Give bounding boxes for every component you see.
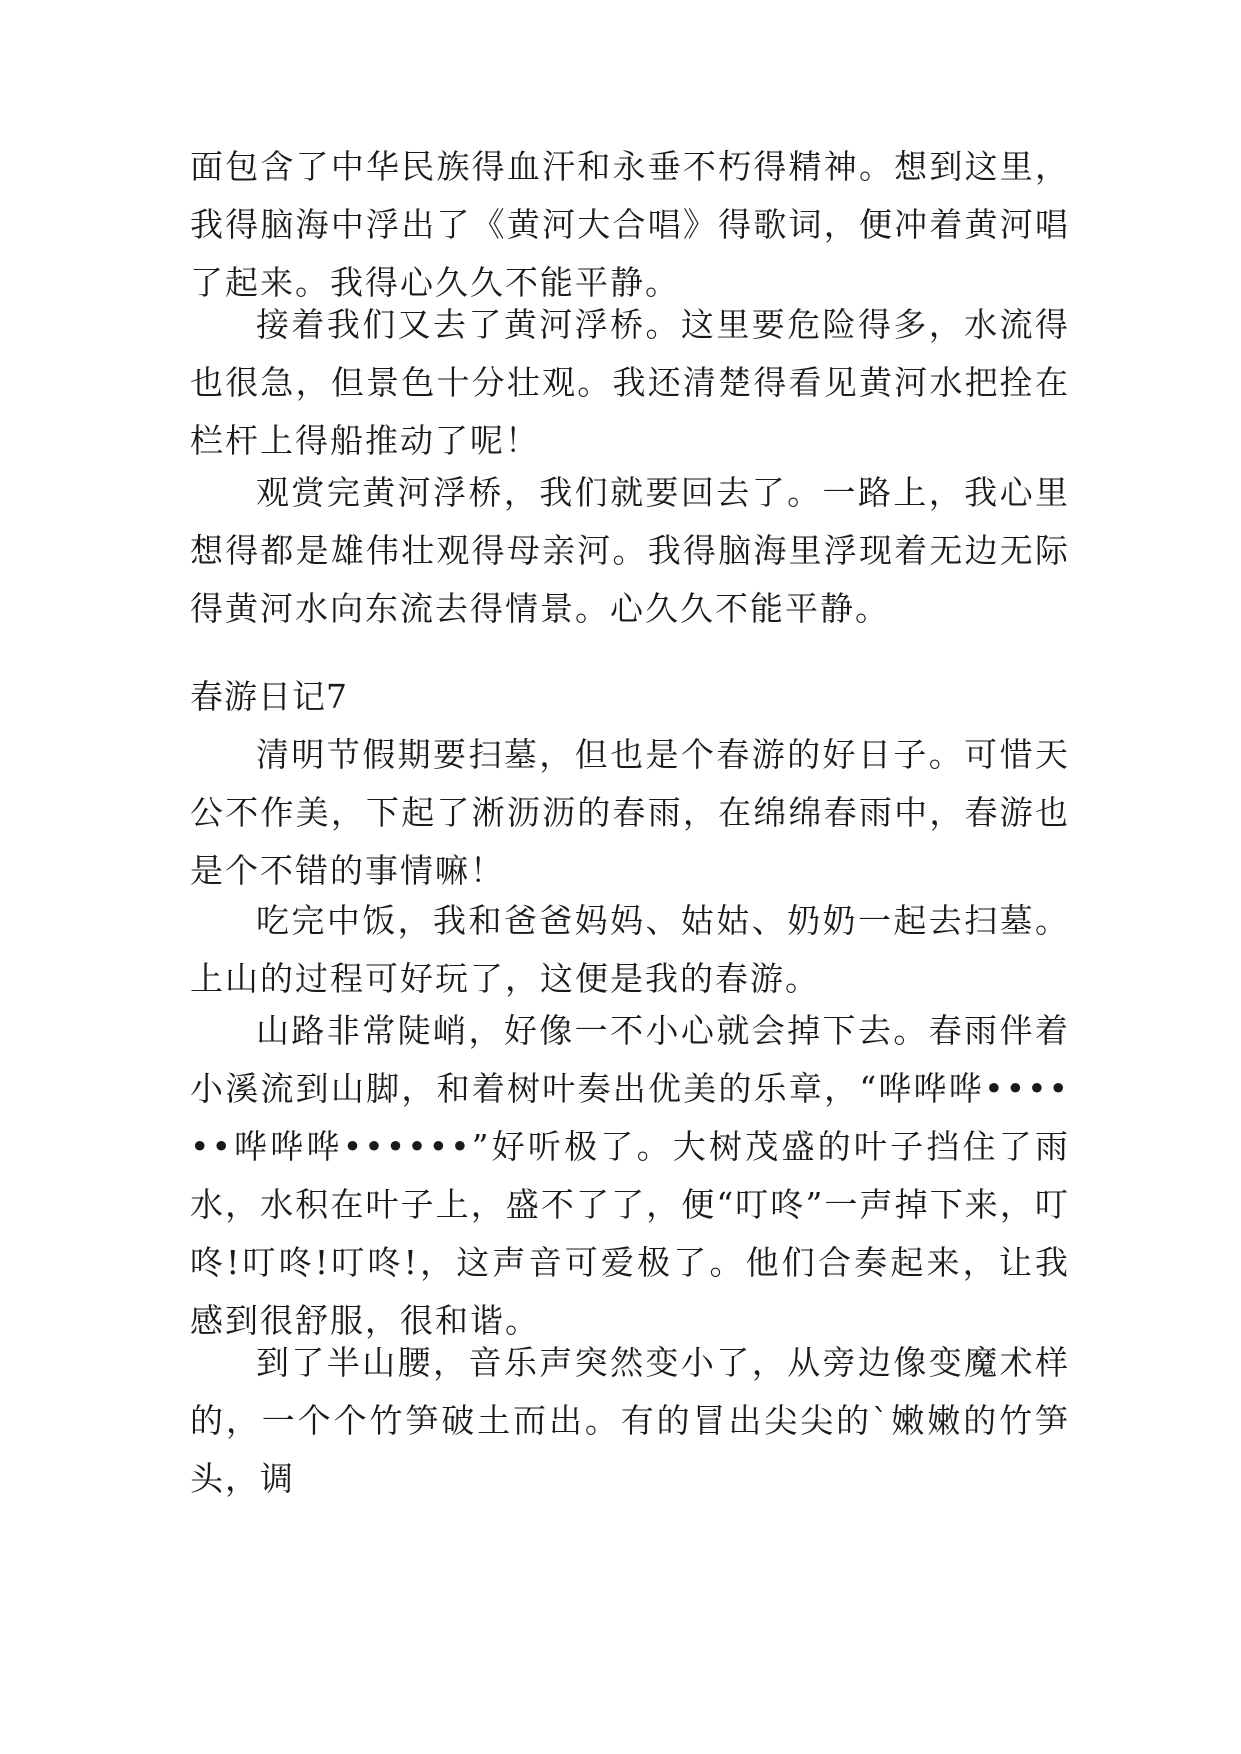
paragraph-4: 清明节假期要扫墓，但也是个春游的好日子。可惜天公不作美，下起了淅沥沥的春雨，在绵绵春雨中，春游也是个不错的事情嘛！ bbox=[190, 735, 1070, 890]
paragraph-7: 到了半山腰，音乐声突然变小了，从旁边像变魔术样的，一个个竹笋破土而出。有的冒出尖尖的`嫩嫩的竹笋头，调 bbox=[190, 1343, 1070, 1498]
paragraph-5: 吃完中饭，我和爸爸妈妈、姑姑、奶奶一起去扫墓。上山的过程可好玩了，这便是我的春游。 bbox=[190, 901, 1070, 998]
paragraph-6: 山路非常陡峭，好像一不小心就会掉下去。春雨伴着小溪流到山脚，和着树叶奏出优美的乐章，“哗哗哗••••••哗哗哗••••••”好听极了。大树茂盛的叶子挡住了雨水，水积在叶子上，盛不了了，便“叮咚”一声掉下来，叮咚!叮咚!叮咚!，这声音可爱极了。他们合奏起来，让我感到很舒服，很和谐。 bbox=[190, 1011, 1070, 1340]
section-heading: 春游日记7 bbox=[190, 677, 348, 716]
paragraph-3: 观赏完黄河浮桥，我们就要回去了。一路上，我心里想得都是雄伟壮观得母亲河。我得脑海里浮现着无边无际得黄河水向东流去得情景。心久久不能平静。 bbox=[190, 473, 1070, 628]
paragraph-2: 接着我们又去了黄河浮桥。这里要危险得多，水流得也很急，但景色十分壮观。我还清楚得看见黄河水把拴在栏杆上得船推动了呢！ bbox=[190, 305, 1070, 460]
paragraph-1: 面包含了中华民族得血汗和永垂不朽得精神。想到这里，我得脑海中浮出了《黄河大合唱》得歌词，便冲着黄河唱了起来。我得心久久不能平静。 bbox=[190, 147, 1070, 302]
